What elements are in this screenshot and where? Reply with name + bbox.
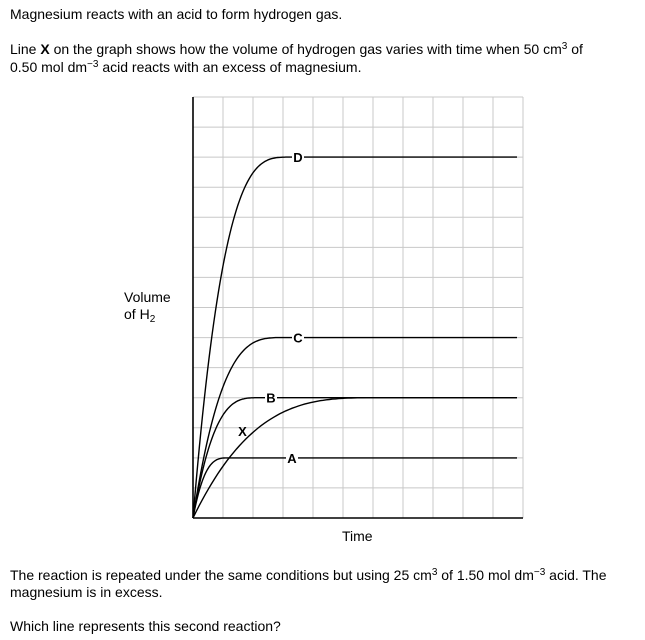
intro-text-part: of <box>567 41 583 57</box>
intro-text-part: Line <box>10 41 41 57</box>
superscript: 3 <box>561 41 568 52</box>
intro-text-part: 0.50 mol dm <box>10 59 88 75</box>
chart-grid <box>193 97 523 518</box>
question-text-line-3: Which line represents this second reaction? <box>10 618 281 634</box>
question-text-part: acid. The <box>545 567 607 583</box>
y-axis-label <box>124 289 171 323</box>
y-axis-label-part: of H <box>124 306 150 322</box>
superscript: 3 <box>431 567 438 578</box>
question-text-part: of 1.50 mol dm <box>437 567 534 583</box>
line-label-b: B <box>266 390 276 406</box>
question-text-line-2: magnesium is in excess. <box>10 584 163 600</box>
subscript: 2 <box>149 314 156 325</box>
line-label-d: D <box>293 150 303 166</box>
y-axis-label-line-2 <box>124 306 171 323</box>
intro-text-part: acid reacts with an excess of magnesium. <box>98 59 362 75</box>
line-label-x: X <box>238 423 247 439</box>
y-axis-label-line-1: Volume <box>124 289 171 305</box>
superscript: −3 <box>533 567 546 578</box>
question-text-part: The reaction is repeated under the same conditions but using 25 cm <box>10 567 432 583</box>
intro-text-line-1: Magnesium reacts with an acid to form hydrogen gas. <box>10 6 343 22</box>
line-label-c: C <box>293 330 303 346</box>
intro-text-part: on the graph shows how the volume of hydrogen gas varies with time when 50 cm <box>49 41 562 57</box>
line-x-reference: X <box>40 41 50 57</box>
superscript: −3 <box>87 59 99 70</box>
line-label-a: A <box>287 450 297 466</box>
question-text-line-1 <box>10 567 607 584</box>
x-axis-label: Time <box>342 528 373 544</box>
